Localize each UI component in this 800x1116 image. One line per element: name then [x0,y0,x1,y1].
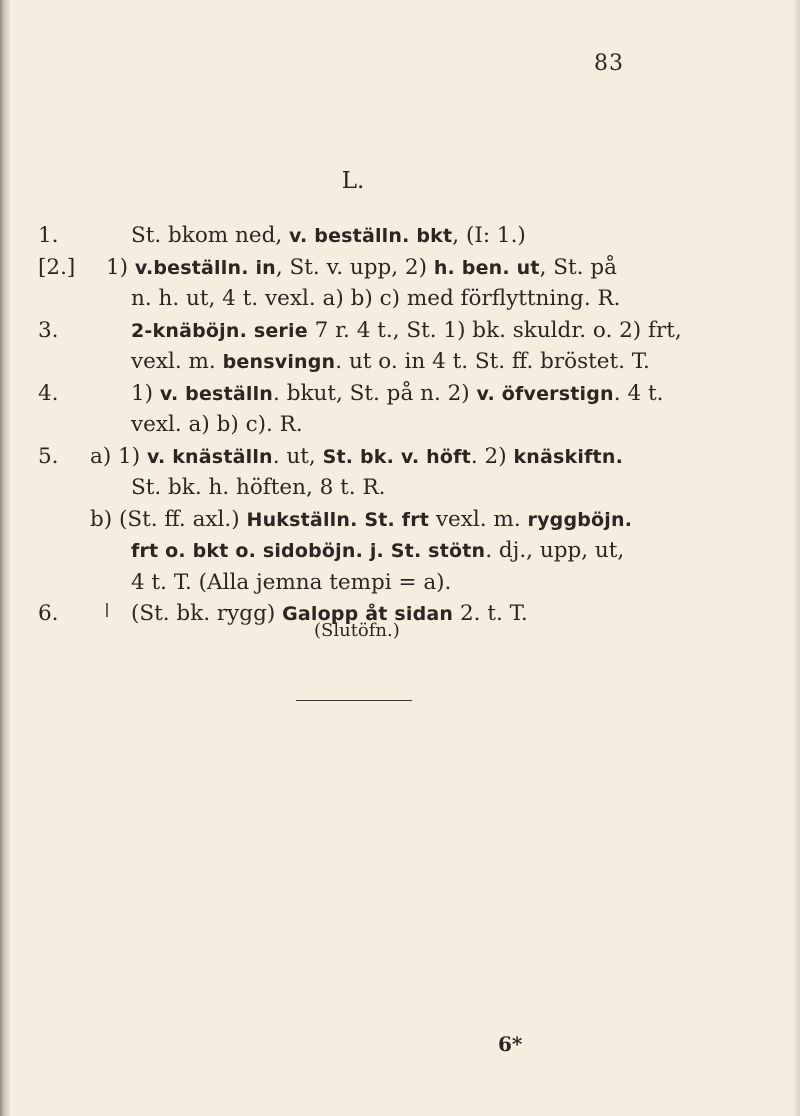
text-run: 7 r. 4 t., St. 1) bk. skuldr. o. 2) frt, [307,317,682,343]
exercise-line [90,504,632,536]
text-run: (St. bk. rygg) [131,601,283,626]
fraktur-term: frt o. bkt o. sidoböjn. j. St. stötn [131,540,486,562]
text-run: . dj., upp, ut, [485,538,625,563]
item-number: 5. [38,443,59,469]
exercise-line [90,441,623,473]
text-run: vexl. a) b) c). R. [131,412,303,437]
text-run: . bkut, St. på n. 2) [273,380,477,406]
text-run: 1) [106,254,135,280]
exercise-line [131,409,303,440]
text-run: 1) [131,380,160,406]
page-number: 83 [594,51,624,76]
text-run: 4 t. T. (Alla jemna tempi = a). [131,569,452,595]
item-number: 3. [38,317,59,343]
fraktur-term: v.beställn. in [134,256,276,279]
exercise-line [131,315,682,347]
fraktur-term: knäskiftn. [513,445,623,468]
exercise-line [131,283,621,314]
text-run: b) (St. ff. axl.) [90,506,247,532]
fraktur-term: ryggböjn. [527,508,633,531]
item-number: 4. [38,380,59,406]
exercise-line [131,378,663,410]
text-run: , (I: 1.) [452,223,526,248]
exercise-line [131,567,451,598]
exercise-line [106,252,617,284]
text-run: St. bk. h. höften, 8 t. R. [131,475,386,500]
fraktur-term: Hukställn. St. frt [246,508,430,531]
text-run: vexl. m. [429,506,528,532]
text-run: . ut o. in 4 t. St. ff. bröstet. T. [335,349,650,374]
exercise-line [131,472,385,503]
text-run: n. h. ut, 4 t. vexl. a) b) c) med förflyttning. R. [131,286,621,311]
fraktur-term: 2-knäböjn. serie [131,319,308,342]
fraktur-term: v. beställn [159,382,274,405]
text-run: . 2) [470,443,514,469]
closing-rule [296,700,412,701]
text-run: vexl. m. [131,349,223,374]
signature-mark: 6* [498,1032,523,1056]
page-edge-right [792,0,800,1116]
fraktur-term: bensvingn [222,351,336,373]
text-run: St. bkom ned, [131,223,289,248]
text-run: a) 1) [90,443,147,469]
fraktur-term: h. ben. ut [433,256,540,279]
exercise-line [131,220,526,252]
fraktur-term: v. öfverstign [476,382,614,405]
margin-mark [106,603,108,617]
text-run: . ut, [272,443,323,469]
text-run: . 4 t. [613,380,664,406]
text-run: , St. på [539,254,617,280]
fraktur-term: Galopp åt sidan [282,603,454,625]
text-run: 2. t. T. [453,601,528,626]
fraktur-term: v. knäställn [146,445,273,468]
exercise-line [131,535,624,567]
text-run: , St. v. upp, 2) [275,254,434,280]
section-heading: L. [341,168,365,194]
item-number: 1. [38,223,59,248]
fraktur-term: St. bk. v. höft [322,445,471,468]
closing-note: (Slutöfn.) [314,620,400,641]
exercise-line [131,346,650,378]
item-number: [2.] [38,254,76,280]
item-number: 6. [38,601,59,626]
fraktur-term: v. beställn. bkt [289,225,453,247]
